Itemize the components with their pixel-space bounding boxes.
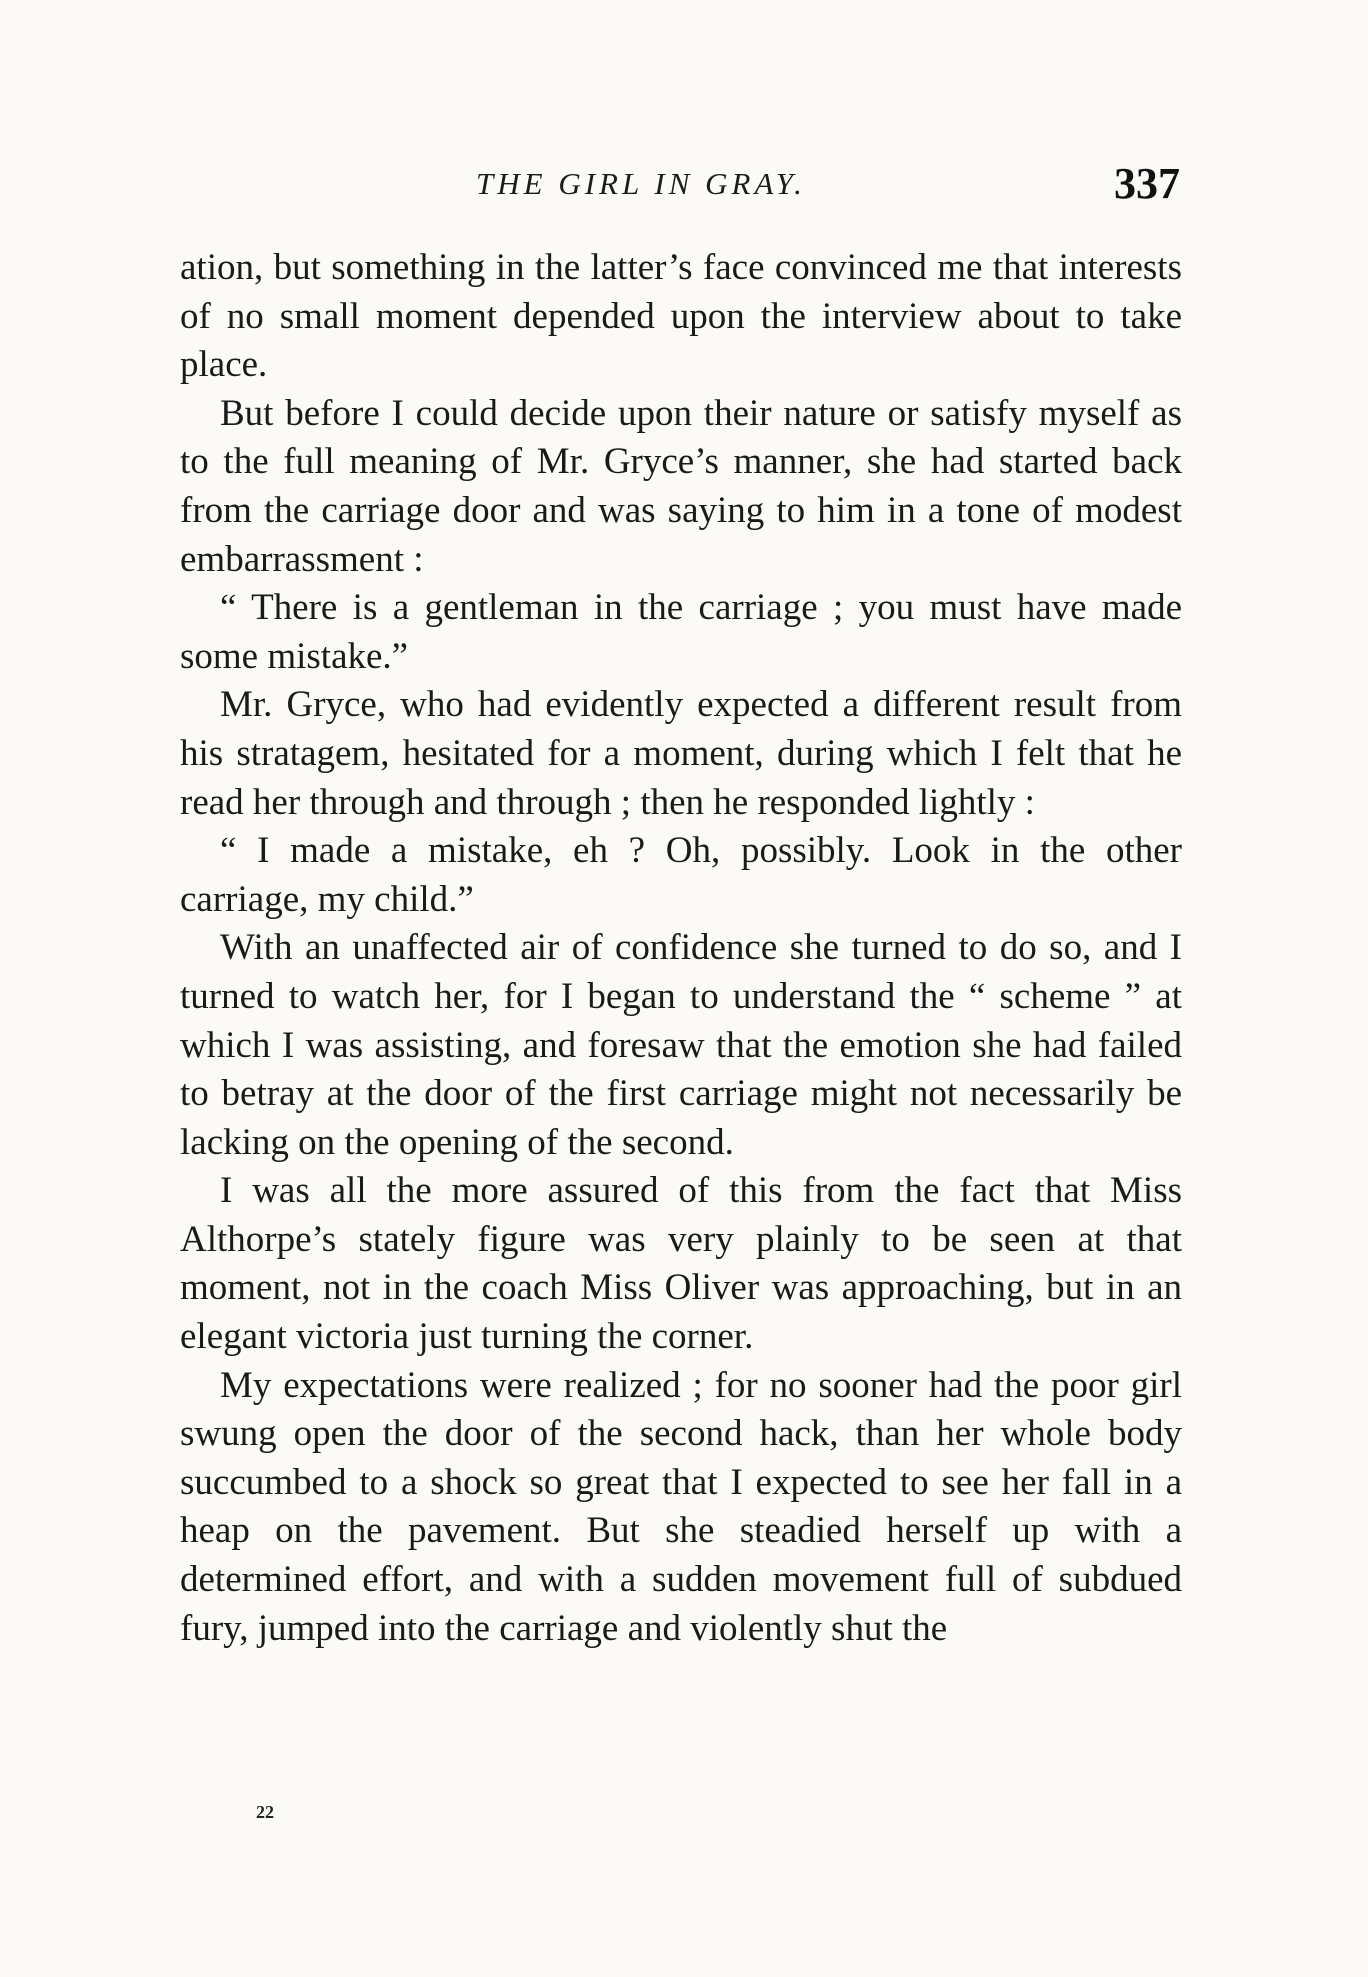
running-title: THE GIRL IN GRAY. (476, 166, 806, 201)
paragraph: With an unaffected air of confidence she turned to do so, and I turned to watch her, for I began to understand the “ scheme ” at which I was assisting, and foresaw that the emotion she had failed to betray at the door of the first carriage might not necessarily be lacking on the opening of the second. (180, 927, 1182, 1163)
page-number: 337 (1114, 159, 1180, 208)
paragraph-dialogue: “ I made a mistake, eh ? Oh, possibly. Look in the other carriage, my child.” (180, 830, 1182, 920)
paragraph: My expectations were realized ; for no sooner had the poor girl swung open the door of the second hack, than her whole body succumbed to a shock so great that I expected to see her fall in a heap on the pavement. But she steadied herself up with a determined effort, and with a sudden movement full of subdued fury, jumped into the carriage and violently shut the (180, 1364, 1182, 1649)
paragraph-dialogue: “ There is a gentleman in the carriage ; you must have made some mistake.” (180, 587, 1182, 677)
paragraph: I was all the more assured of this from the fact that Miss Althorpe’s stately figure was very plainly to be seen at that moment, not in the coach Miss Oliver was approaching, but in an elegant victoria just turning the corner. (180, 1170, 1182, 1358)
paragraph: But before I could decide upon their nature or satisfy myself as to the full meaning of Mr. Gryce’s manner, she had started back from the carriage door and was saying to him in a tone of modest embarrassment : (180, 392, 1182, 580)
paragraph-continuation: ation, but something in the latter’s face convinced me that interests of no small moment depended upon the interview about to take place. (180, 247, 1182, 386)
signature-mark: 22 (256, 1802, 274, 1822)
body-text (180, 244, 1182, 1653)
running-head (180, 158, 1180, 218)
paragraph: Mr. Gryce, who had evidently expected a different result from his stratagem, hesitated for a moment, during which I felt that he read her through and through ; then he responded lightly : (180, 684, 1182, 823)
